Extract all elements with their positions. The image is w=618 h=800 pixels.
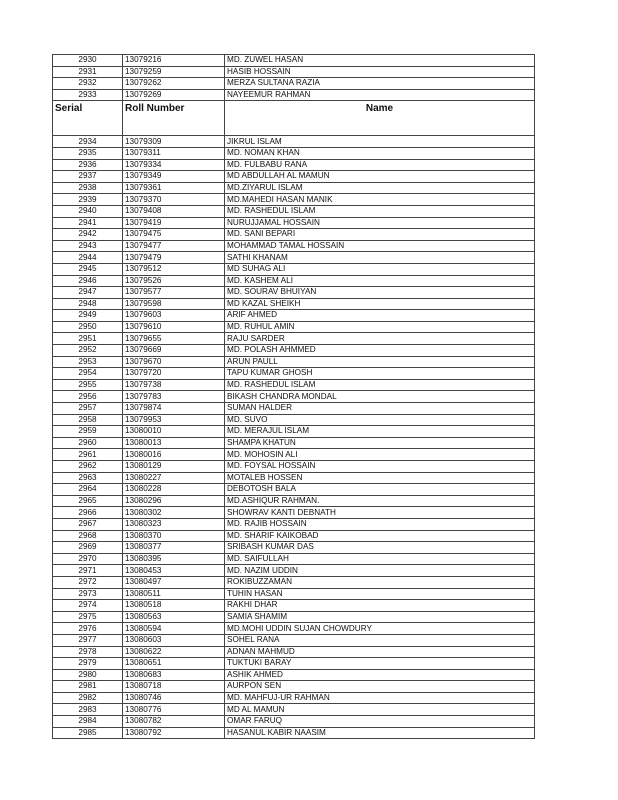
roll-number-cell: 13079361 xyxy=(123,182,225,194)
table-row xyxy=(53,472,535,484)
name-cell: RAJU SARDER xyxy=(225,333,535,345)
header-row xyxy=(53,101,535,136)
serial-cell: 2932 xyxy=(53,78,123,90)
table-row xyxy=(53,78,535,90)
serial-cell: 2985 xyxy=(53,727,123,739)
serial-cell: 2974 xyxy=(53,600,123,612)
serial-cell: 2961 xyxy=(53,449,123,461)
name-cell: ARIF AHMED xyxy=(225,310,535,322)
serial-cell: 2947 xyxy=(53,287,123,299)
roll-number-cell: 13079334 xyxy=(123,159,225,171)
roll-number-cell: 13080683 xyxy=(123,669,225,681)
name-cell: MD. SUVO xyxy=(225,414,535,426)
roll-number-cell: 13080651 xyxy=(123,658,225,670)
serial-cell: 2954 xyxy=(53,368,123,380)
roll-number-cell: 13079577 xyxy=(123,287,225,299)
table-row xyxy=(53,321,535,333)
roll-number-cell: 13080497 xyxy=(123,576,225,588)
name-cell: MD.ZIYARUL ISLAM xyxy=(225,182,535,194)
header-name: Name xyxy=(225,101,535,136)
table-row xyxy=(53,507,535,519)
name-cell: MD. MAHFUJ-UR RAHMAN xyxy=(225,692,535,704)
table-row xyxy=(53,229,535,241)
serial-cell: 2981 xyxy=(53,681,123,693)
roll-number-cell: 13080370 xyxy=(123,530,225,542)
name-cell: TAPU KUMAR GHOSH xyxy=(225,368,535,380)
name-cell: HASIB HOSSAIN xyxy=(225,66,535,78)
name-cell: MD. MERAJUL ISLAM xyxy=(225,426,535,438)
serial-cell: 2953 xyxy=(53,356,123,368)
roll-number-cell: 13080792 xyxy=(123,727,225,739)
name-cell: TUKTUKI BARAY xyxy=(225,658,535,670)
table-row xyxy=(53,623,535,635)
serial-cell: 2958 xyxy=(53,414,123,426)
name-cell: MD. MOHOSIN ALI xyxy=(225,449,535,461)
roll-number-cell: 13079477 xyxy=(123,240,225,252)
table-row xyxy=(53,449,535,461)
table-row xyxy=(53,414,535,426)
roll-number-cell: 13080718 xyxy=(123,681,225,693)
roll-number-cell: 13080511 xyxy=(123,588,225,600)
table-row xyxy=(53,298,535,310)
name-cell: SOHEL RANA xyxy=(225,634,535,646)
serial-cell: 2941 xyxy=(53,217,123,229)
name-cell: AURPON SEN xyxy=(225,681,535,693)
roll-number-cell: 13079309 xyxy=(123,136,225,148)
name-cell: NAYEEMUR RAHMAN xyxy=(225,89,535,101)
name-cell: SHOWRAV KANTI DEBNATH xyxy=(225,507,535,519)
table-row xyxy=(53,171,535,183)
serial-cell: 2938 xyxy=(53,182,123,194)
serial-cell: 2945 xyxy=(53,263,123,275)
serial-cell: 2976 xyxy=(53,623,123,635)
table-header xyxy=(53,101,535,136)
name-cell: SAMIA SHAMIM xyxy=(225,611,535,623)
table-row xyxy=(53,345,535,357)
roll-number-cell: 13079598 xyxy=(123,298,225,310)
serial-cell: 2971 xyxy=(53,565,123,577)
name-cell: MD. KASHEM ALI xyxy=(225,275,535,287)
roll-number-cell: 13080010 xyxy=(123,426,225,438)
roll-number-cell: 13079670 xyxy=(123,356,225,368)
roll-number-cell: 13079603 xyxy=(123,310,225,322)
header-roll-number: Roll Number xyxy=(123,101,225,136)
roll-number-cell: 13080395 xyxy=(123,553,225,565)
name-cell: DEBOTOSH BALA xyxy=(225,484,535,496)
table-row xyxy=(53,275,535,287)
serial-cell: 2934 xyxy=(53,136,123,148)
serial-cell: 2946 xyxy=(53,275,123,287)
serial-cell: 2948 xyxy=(53,298,123,310)
serial-cell: 2980 xyxy=(53,669,123,681)
table-row xyxy=(53,240,535,252)
serial-cell: 2960 xyxy=(53,437,123,449)
table-row xyxy=(53,658,535,670)
table-row xyxy=(53,368,535,380)
name-cell: OMAR FARUQ xyxy=(225,716,535,728)
table-row xyxy=(53,426,535,438)
roll-number-cell: 13079610 xyxy=(123,321,225,333)
name-cell: MD. NOMAN KHAN xyxy=(225,147,535,159)
table-row xyxy=(53,182,535,194)
table-row xyxy=(53,704,535,716)
serial-cell: 2984 xyxy=(53,716,123,728)
table-row xyxy=(53,634,535,646)
name-cell: HASANUL KABIR NAASIM xyxy=(225,727,535,739)
table-row xyxy=(53,646,535,658)
serial-cell: 2978 xyxy=(53,646,123,658)
name-cell: MD. FULBABU RANA xyxy=(225,159,535,171)
roll-number-cell: 13080016 xyxy=(123,449,225,461)
name-cell: MD KAZAL SHEIKH xyxy=(225,298,535,310)
table-row xyxy=(53,600,535,612)
roll-number-cell: 13079953 xyxy=(123,414,225,426)
name-cell: MD. FOYSAL HOSSAIN xyxy=(225,461,535,473)
serial-cell: 2936 xyxy=(53,159,123,171)
serial-cell: 2975 xyxy=(53,611,123,623)
serial-cell: 2944 xyxy=(53,252,123,264)
name-cell: MD. POLASH AHMMED xyxy=(225,345,535,357)
table-row xyxy=(53,263,535,275)
name-cell: MD.MAHEDI HASAN MANIK xyxy=(225,194,535,206)
serial-cell: 2972 xyxy=(53,576,123,588)
roll-number-cell: 13080323 xyxy=(123,518,225,530)
serial-cell: 2983 xyxy=(53,704,123,716)
roll-number-cell: 13080228 xyxy=(123,484,225,496)
roll-number-cell: 13079783 xyxy=(123,391,225,403)
roll-number-cell: 13080129 xyxy=(123,461,225,473)
name-cell: MD. SOURAV BHUIYAN xyxy=(225,287,535,299)
roll-number-cell: 13080746 xyxy=(123,692,225,704)
table-row xyxy=(53,147,535,159)
name-cell: MD. ZUWEL HASAN xyxy=(225,55,535,67)
table-row xyxy=(53,495,535,507)
roll-table xyxy=(52,54,535,739)
name-cell: MD. RASHEDUL ISLAM xyxy=(225,379,535,391)
roll-number-cell: 13080622 xyxy=(123,646,225,658)
table-row xyxy=(53,310,535,322)
name-cell: MOHAMMAD TAMAL HOSSAIN xyxy=(225,240,535,252)
serial-cell: 2967 xyxy=(53,518,123,530)
serial-cell: 2956 xyxy=(53,391,123,403)
name-cell: MD. NAZIM UDDIN xyxy=(225,565,535,577)
table-row xyxy=(53,252,535,264)
serial-cell: 2982 xyxy=(53,692,123,704)
rows-before-header xyxy=(53,55,535,101)
serial-cell: 2943 xyxy=(53,240,123,252)
name-cell: ADNAN MAHMUD xyxy=(225,646,535,658)
table-row xyxy=(53,565,535,577)
roll-number-cell: 13079259 xyxy=(123,66,225,78)
name-cell: MD. SHARIF KAIKOBAD xyxy=(225,530,535,542)
roll-number-cell: 13079720 xyxy=(123,368,225,380)
table-row xyxy=(53,484,535,496)
table-row xyxy=(53,576,535,588)
table-row xyxy=(53,205,535,217)
name-cell: SATHI KHANAM xyxy=(225,252,535,264)
table-row xyxy=(53,217,535,229)
table-row xyxy=(53,287,535,299)
roll-number-cell: 13079349 xyxy=(123,171,225,183)
roll-number-cell: 13079479 xyxy=(123,252,225,264)
table-row xyxy=(53,530,535,542)
name-cell: MD. SANI BEPARI xyxy=(225,229,535,241)
name-cell: RAKHI DHAR xyxy=(225,600,535,612)
roll-number-cell: 13079655 xyxy=(123,333,225,345)
serial-cell: 2969 xyxy=(53,542,123,554)
roll-number-cell: 13080603 xyxy=(123,634,225,646)
table-row xyxy=(53,55,535,67)
table-row xyxy=(53,379,535,391)
name-cell: MD ABDULLAH AL MAMUN xyxy=(225,171,535,183)
roll-number-cell: 13080013 xyxy=(123,437,225,449)
serial-cell: 2949 xyxy=(53,310,123,322)
name-cell: MD SUHAG ALI xyxy=(225,263,535,275)
name-cell: MD. SAIFULLAH xyxy=(225,553,535,565)
roll-number-cell: 13080227 xyxy=(123,472,225,484)
serial-cell: 2931 xyxy=(53,66,123,78)
name-cell: MD.MOHI UDDIN SUJAN CHOWDURY xyxy=(225,623,535,635)
serial-cell: 2951 xyxy=(53,333,123,345)
table-row xyxy=(53,692,535,704)
roll-number-cell: 13080782 xyxy=(123,716,225,728)
name-cell: ARUN PAULL xyxy=(225,356,535,368)
roll-number-cell: 13079526 xyxy=(123,275,225,287)
serial-cell: 2957 xyxy=(53,403,123,415)
roll-number-cell: 13080377 xyxy=(123,542,225,554)
table-row xyxy=(53,461,535,473)
name-cell: MERZA SULTANA RAZIA xyxy=(225,78,535,90)
table-row xyxy=(53,356,535,368)
serial-cell: 2937 xyxy=(53,171,123,183)
table-row xyxy=(53,716,535,728)
name-cell: MD. RUHUL AMIN xyxy=(225,321,535,333)
roll-number-cell: 13079669 xyxy=(123,345,225,357)
roll-number-cell: 13080453 xyxy=(123,565,225,577)
table-row xyxy=(53,727,535,739)
serial-cell: 2955 xyxy=(53,379,123,391)
roll-list-sheet xyxy=(52,54,534,739)
roll-number-cell: 13079269 xyxy=(123,89,225,101)
roll-number-cell: 13079262 xyxy=(123,78,225,90)
roll-number-cell: 13079738 xyxy=(123,379,225,391)
table-row xyxy=(53,553,535,565)
name-cell: ROKIBUZZAMAN xyxy=(225,576,535,588)
table-row xyxy=(53,391,535,403)
table-row xyxy=(53,403,535,415)
table-row xyxy=(53,159,535,171)
serial-cell: 2940 xyxy=(53,205,123,217)
serial-cell: 2964 xyxy=(53,484,123,496)
table-row xyxy=(53,333,535,345)
serial-cell: 2968 xyxy=(53,530,123,542)
table-row xyxy=(53,588,535,600)
name-cell: BIKASH CHANDRA MONDAL xyxy=(225,391,535,403)
header-serial: Serial xyxy=(53,101,123,136)
serial-cell: 2966 xyxy=(53,507,123,519)
roll-number-cell: 13079311 xyxy=(123,147,225,159)
serial-cell: 2942 xyxy=(53,229,123,241)
roll-number-cell: 13080296 xyxy=(123,495,225,507)
name-cell: MD. RASHEDUL ISLAM xyxy=(225,205,535,217)
name-cell: TUHIN HASAN xyxy=(225,588,535,600)
roll-number-cell: 13079475 xyxy=(123,229,225,241)
table-row xyxy=(53,518,535,530)
table-row xyxy=(53,669,535,681)
serial-cell: 2979 xyxy=(53,658,123,670)
serial-cell: 2965 xyxy=(53,495,123,507)
name-cell: SHAMPA KHATUN xyxy=(225,437,535,449)
serial-cell: 2963 xyxy=(53,472,123,484)
roll-number-cell: 13080563 xyxy=(123,611,225,623)
table-row xyxy=(53,542,535,554)
serial-cell: 2973 xyxy=(53,588,123,600)
table-row xyxy=(53,437,535,449)
table-row xyxy=(53,194,535,206)
table-row xyxy=(53,611,535,623)
roll-number-cell: 13079419 xyxy=(123,217,225,229)
serial-cell: 2952 xyxy=(53,345,123,357)
roll-number-cell: 13080518 xyxy=(123,600,225,612)
name-cell: MD. RAJIB HOSSAIN xyxy=(225,518,535,530)
serial-cell: 2959 xyxy=(53,426,123,438)
name-cell: MD.ASHIQUR RAHMAN. xyxy=(225,495,535,507)
name-cell: NURUJJAMAL HOSSAIN xyxy=(225,217,535,229)
serial-cell: 2939 xyxy=(53,194,123,206)
roll-number-cell: 13079408 xyxy=(123,205,225,217)
serial-cell: 2950 xyxy=(53,321,123,333)
name-cell: ASHIK AHMED xyxy=(225,669,535,681)
serial-cell: 2933 xyxy=(53,89,123,101)
serial-cell: 2977 xyxy=(53,634,123,646)
roll-number-cell: 13080776 xyxy=(123,704,225,716)
table-row xyxy=(53,681,535,693)
name-cell: MOTALEB HOSSEN xyxy=(225,472,535,484)
table-row xyxy=(53,136,535,148)
name-cell: SUMAN HALDER xyxy=(225,403,535,415)
name-cell: JIKRUL ISLAM xyxy=(225,136,535,148)
roll-number-cell: 13079370 xyxy=(123,194,225,206)
roll-number-cell: 13079216 xyxy=(123,55,225,67)
name-cell: MD AL MAMUN xyxy=(225,704,535,716)
roll-number-cell: 13079512 xyxy=(123,263,225,275)
serial-cell: 2970 xyxy=(53,553,123,565)
roll-number-cell: 13080302 xyxy=(123,507,225,519)
serial-cell: 2935 xyxy=(53,147,123,159)
name-cell: SRIBASH KUMAR DAS xyxy=(225,542,535,554)
rows-main xyxy=(53,136,535,739)
table-row xyxy=(53,89,535,101)
table-row xyxy=(53,66,535,78)
serial-cell: 2962 xyxy=(53,461,123,473)
roll-number-cell: 13079874 xyxy=(123,403,225,415)
roll-number-cell: 13080594 xyxy=(123,623,225,635)
serial-cell: 2930 xyxy=(53,55,123,67)
